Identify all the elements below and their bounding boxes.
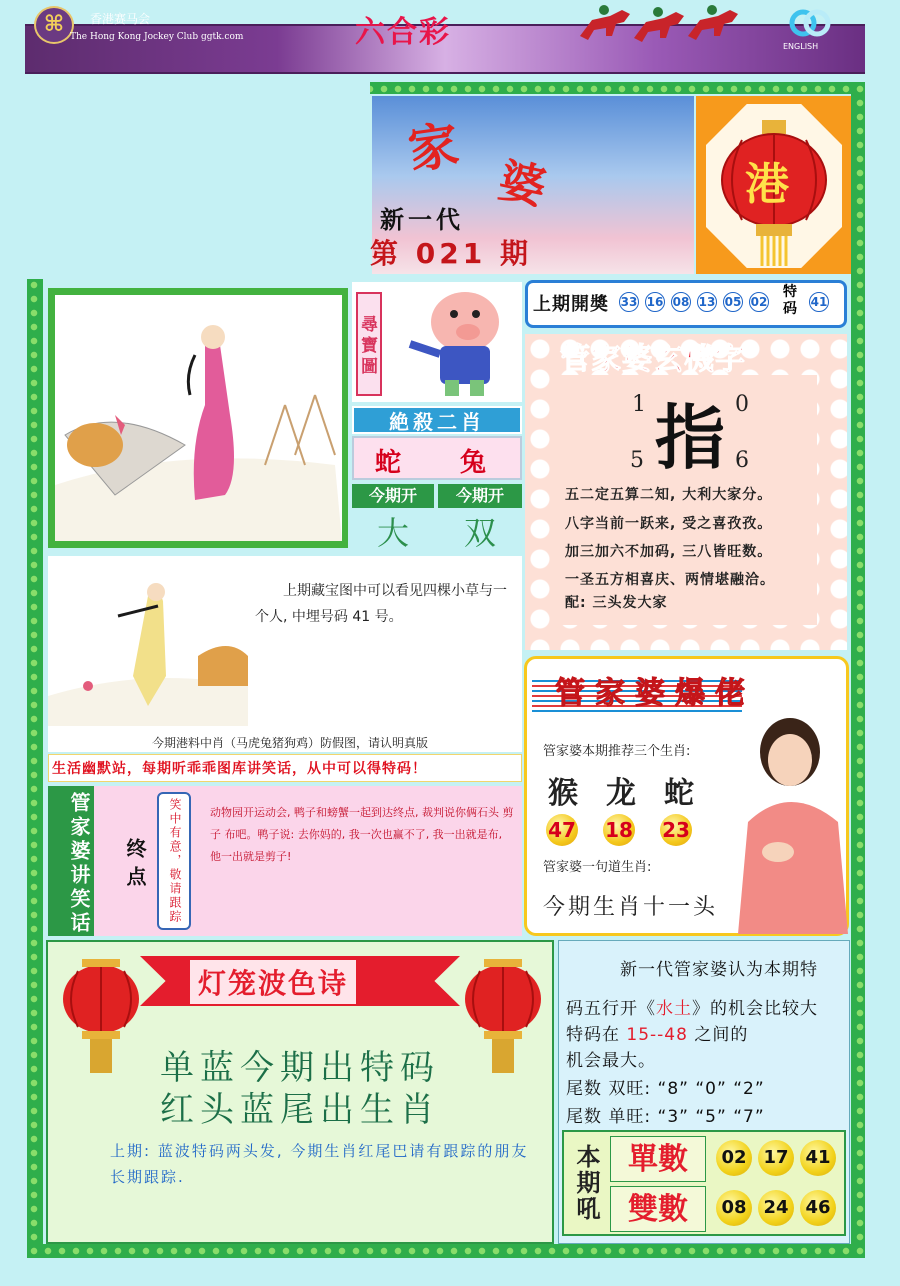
prediction-line-2 bbox=[566, 994, 818, 1019]
open-value-size: 大 bbox=[376, 514, 409, 552]
last-treasure-illustration bbox=[48, 556, 258, 726]
masthead-subtitle: 新一代 bbox=[380, 206, 464, 234]
open-value-parity: 双 bbox=[463, 514, 496, 552]
treasure-map-illustration bbox=[55, 295, 342, 541]
prediction-line: 尾数 双旺: “8” “0” “2” bbox=[566, 1079, 765, 1099]
kill-two-zodiac-title: 絶殺二肖 bbox=[352, 406, 522, 434]
mystery-line: 配: 三头发大家 bbox=[565, 595, 668, 611]
prediction-text: 》的机会比较大 bbox=[692, 999, 818, 1019]
treasure-map-image[interactable] bbox=[55, 295, 342, 541]
joke-title: 终点 bbox=[123, 838, 147, 894]
kill-zodiac-1: 蛇 bbox=[375, 448, 402, 478]
masthead-char-2: 婆 bbox=[494, 152, 551, 216]
treasure-label: 尋寶圖 bbox=[356, 292, 382, 396]
single-number-ball: 17 bbox=[758, 1140, 794, 1176]
prediction-line: 机会最大。 bbox=[566, 1051, 656, 1071]
mystery-digit-bl: 5 bbox=[630, 448, 644, 473]
single-number-ball: 41 bbox=[800, 1140, 836, 1176]
racehorses-icon bbox=[572, 2, 742, 48]
double-number-ball: 46 bbox=[800, 1190, 836, 1226]
hot-reveal-intro: 管家婆本期推荐三个生肖: bbox=[543, 744, 691, 759]
fake-warning-note: 今期港料中肖（马虎兔猪狗鸡）防假图，请认明真版 bbox=[151, 736, 428, 750]
mystery-line: 一圣五方相喜庆、两情堪融洽。 bbox=[565, 572, 775, 588]
poem-title: 灯笼波色诗 bbox=[190, 960, 356, 1004]
joke-side-label: 管家婆讲笑话 bbox=[48, 786, 94, 936]
mystery-char: 指 bbox=[655, 396, 725, 479]
prediction-line: 尾数 单旺: “3” “5” “7” bbox=[566, 1107, 765, 1127]
hot-zodiac: 龙 bbox=[606, 776, 636, 811]
poem-line-1: 单蓝今期出特码 bbox=[160, 1048, 440, 1088]
mystery-word-title: 管家婆玄機字 bbox=[560, 342, 746, 377]
last-draw-ball: 13 bbox=[697, 292, 717, 312]
hot-zodiac: 蛇 bbox=[664, 776, 694, 811]
joke-text: 动物园开运动会, 鸭子和螃蟹一起到达终点, 裁判说你俩石头 剪子 布吧。鸭子说: 去你妈的, 我一次也赢不了, 我一出就是布, 他一出就是剪子! bbox=[210, 806, 514, 863]
mystery-digit-br: 6 bbox=[735, 448, 749, 473]
hot-number-ball: 23 bbox=[660, 814, 692, 846]
mystery-digit-tl: 1 bbox=[632, 392, 646, 417]
english-link[interactable]: ENGLISH bbox=[783, 42, 819, 51]
last-draw-ball: 05 bbox=[723, 292, 743, 312]
odd-even-side-label: 本期吼 bbox=[572, 1144, 600, 1222]
jockey-club-logo-icon[interactable]: ⌘ bbox=[34, 6, 74, 44]
last-draw-ball: 16 bbox=[645, 292, 665, 312]
lantern-icon bbox=[462, 955, 544, 1077]
hot-reveal-title: 管家婆爆佬 bbox=[555, 676, 755, 711]
last-draw-ball: 33 bbox=[619, 292, 639, 312]
lottery-ring-icon[interactable] bbox=[788, 8, 832, 38]
mystery-line: 加三加六不加码, 三八皆旺数。 bbox=[565, 544, 773, 560]
page-title: 六合彩 bbox=[355, 15, 451, 50]
open-header-1: 今期开 bbox=[352, 484, 434, 508]
prediction-line-3 bbox=[566, 1020, 748, 1045]
open-header-2: 今期开 bbox=[438, 484, 522, 508]
hot-number-ball: 47 bbox=[546, 814, 578, 846]
prediction-text: 之间的 bbox=[687, 1025, 749, 1045]
hot-zodiac: 猴 bbox=[548, 776, 578, 811]
prediction-text: 特码在 bbox=[566, 1025, 627, 1045]
double-number-ball: 24 bbox=[758, 1190, 794, 1226]
prediction-text: 码五行开《 bbox=[566, 999, 656, 1019]
hot-reveal-phrase: 今期生肖十一头 bbox=[543, 895, 719, 920]
mystery-line: 八字当前一跃来, 受之喜孜孜。 bbox=[565, 516, 773, 532]
mystery-line: 五二定五算二知, 大利大家分。 bbox=[565, 487, 773, 503]
double-number-ball: 08 bbox=[716, 1190, 752, 1226]
lantern-char: 港 bbox=[745, 159, 789, 210]
prediction-elements: 水土 bbox=[656, 999, 692, 1019]
girl-photo-icon bbox=[738, 712, 848, 934]
top-left-gap bbox=[25, 76, 370, 279]
mystery-digit-tr: 0 bbox=[735, 392, 749, 417]
prediction-range: 15--48 bbox=[626, 1025, 688, 1045]
double-label: 雙數 bbox=[610, 1186, 706, 1232]
hot-reveal-subtitle: 管家婆一句道生肖: bbox=[543, 860, 652, 875]
kill-zodiac-2: 兔 bbox=[460, 448, 487, 478]
lantern-icon bbox=[60, 955, 142, 1077]
special-ball: 41 bbox=[809, 292, 829, 312]
single-number-ball: 02 bbox=[716, 1140, 752, 1176]
last-draw-label: 上期開奬 bbox=[533, 294, 609, 315]
special-label: 特码 bbox=[783, 284, 797, 317]
prediction-line: 新一代管家婆认为本期特 bbox=[620, 960, 818, 980]
masthead-char-1: 家 bbox=[404, 114, 463, 181]
single-label: 單數 bbox=[610, 1136, 706, 1182]
poem-note: 上期: 蓝波特码两头发, 今期生肖红尾巴请有跟踪的朋友长期跟踪. bbox=[110, 1142, 529, 1186]
club-name-cn: 香港赛马会 bbox=[90, 12, 151, 26]
club-name-en: The Hong Kong Jockey Club ggtk.com bbox=[70, 32, 244, 42]
poem-line-2: 红头蓝尾出生肖 bbox=[160, 1090, 440, 1130]
pig-mascot-icon bbox=[390, 284, 520, 400]
last-draw-ball: 02 bbox=[749, 292, 769, 312]
joke-banner-text: 生活幽默站，每期听乖乖图库讲笑话，从中可以得特码！ bbox=[52, 761, 427, 777]
last-treasure-text: 上期藏宝图中可以看见四棵小草与一个人, 中埋号码 41 号。 bbox=[255, 583, 507, 625]
last-draw-ball: 08 bbox=[671, 292, 691, 312]
joke-tag: 笑中有意，敬请跟踪 bbox=[157, 792, 191, 930]
issue-number: 第 021 期 bbox=[370, 237, 532, 270]
hot-number-ball: 18 bbox=[603, 814, 635, 846]
